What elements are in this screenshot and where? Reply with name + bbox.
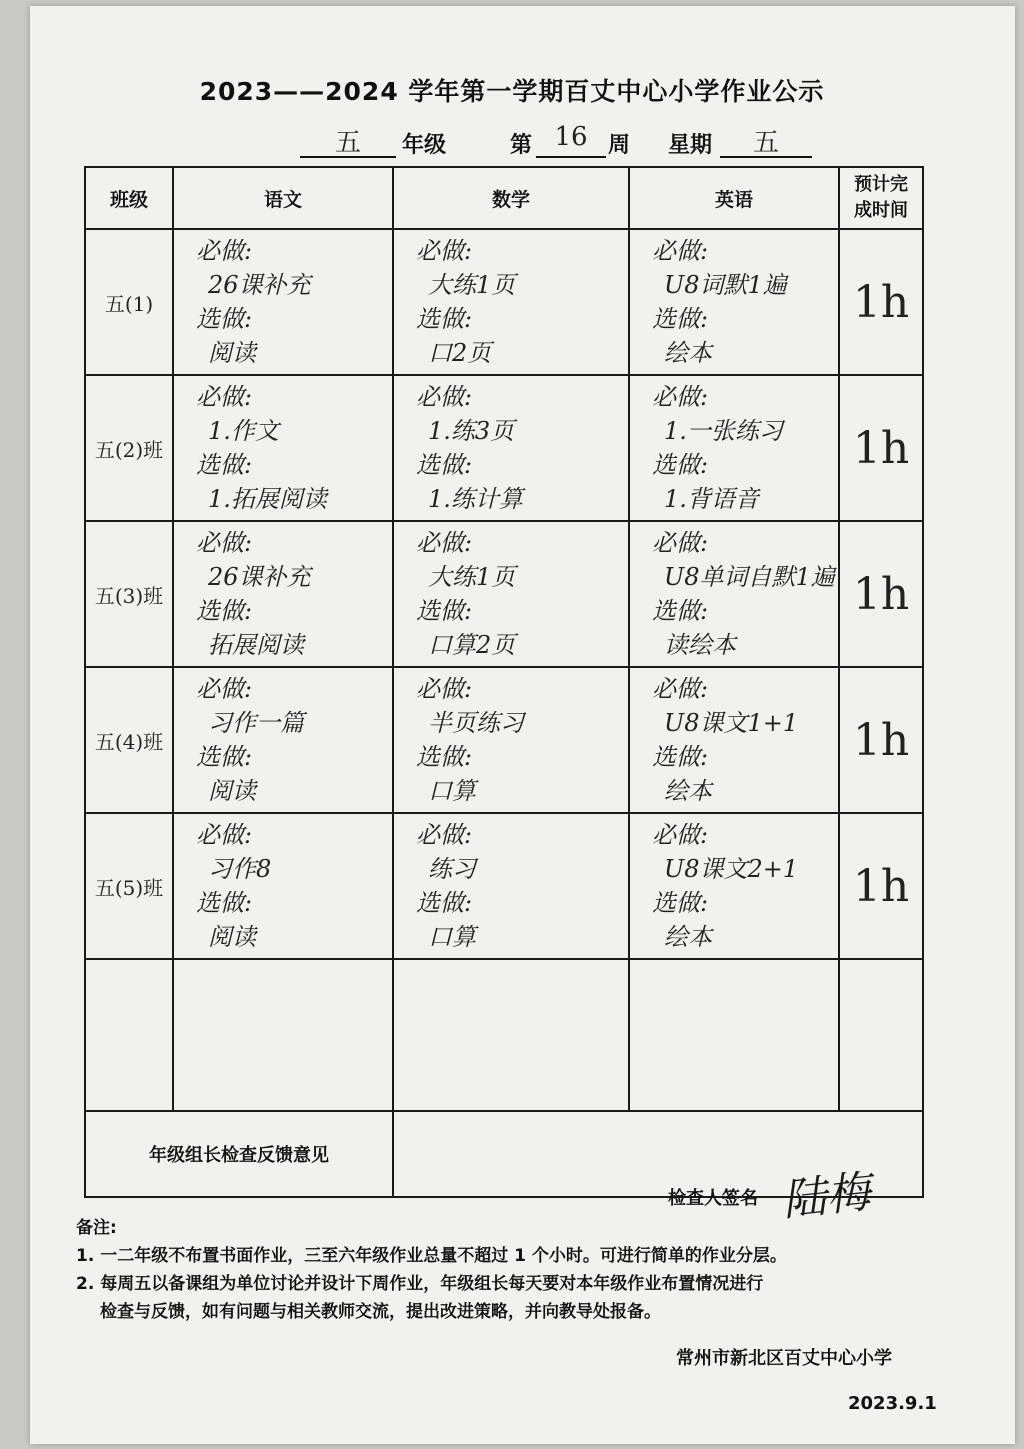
estimated-time: 1h <box>839 521 923 667</box>
math-cell <box>393 229 629 375</box>
school-name: 常州市新北区百丈中心小学 <box>676 1348 892 1369</box>
english-cell <box>629 667 839 813</box>
table-row <box>85 229 923 375</box>
optional-label: 选做: <box>652 597 709 625</box>
handwritten-entry <box>416 380 628 516</box>
note-2a: 2. 每周五以备课组为单位讨论并设计下周作业，年级组长每天要对本年级作业布置情况进行 <box>76 1274 764 1294</box>
english-cell <box>629 375 839 521</box>
class-name: 五(1) <box>85 229 173 375</box>
required-label: 必做: <box>416 529 473 557</box>
table-row <box>85 521 923 667</box>
handwritten-entry <box>196 672 392 808</box>
required-label: 必做: <box>652 383 709 411</box>
feedback-label: 年级组长检查反馈意见 <box>85 1111 393 1197</box>
grade-value: 五 <box>300 122 396 158</box>
handwritten-entry <box>196 234 392 370</box>
chinese-cell <box>173 229 393 375</box>
optional-task: 阅读 <box>208 777 256 805</box>
header-english: 英语 <box>629 167 839 229</box>
required-label: 必做: <box>196 529 253 557</box>
chinese-cell <box>173 521 393 667</box>
required-task: 练习 <box>428 855 476 883</box>
homework-table <box>84 166 924 1198</box>
required-task: U8课文2+1 <box>664 855 799 883</box>
required-task: 大练1页 <box>428 271 516 299</box>
optional-label: 选做: <box>196 597 253 625</box>
required-label: 必做: <box>652 821 709 849</box>
optional-task: 口2页 <box>428 339 492 367</box>
required-task: U8词默1遍 <box>664 271 787 299</box>
optional-task: 绘本 <box>664 923 712 951</box>
class-name: 五(3)班 <box>85 521 173 667</box>
handwritten-entry <box>416 526 628 662</box>
optional-label: 选做: <box>196 889 253 917</box>
handwritten-entry <box>652 818 838 954</box>
required-task: 26课补充 <box>208 563 311 591</box>
optional-label: 选做: <box>416 743 473 771</box>
header-time-line2: 成时间 <box>854 200 908 221</box>
optional-task: 1.拓展阅读 <box>208 485 327 513</box>
optional-label: 选做: <box>416 305 473 333</box>
optional-task: 读绘本 <box>664 631 736 659</box>
grade-label: 年级 <box>402 133 447 158</box>
optional-task: 1.背语音 <box>664 485 759 513</box>
required-label: 必做: <box>652 529 709 557</box>
week-prefix: 第 <box>510 133 533 158</box>
required-label: 必做: <box>652 237 709 265</box>
handwritten-entry <box>652 672 838 808</box>
required-task: U8课文1+1 <box>664 709 799 737</box>
handwritten-entry <box>196 818 392 954</box>
required-label: 必做: <box>196 237 253 265</box>
english-cell <box>629 521 839 667</box>
class-name: 五(4)班 <box>85 667 173 813</box>
empty-cell <box>839 959 923 1111</box>
optional-task: 口算2页 <box>428 631 516 659</box>
english-cell <box>629 813 839 959</box>
handwritten-entry <box>416 818 628 954</box>
class-name: 五(5)班 <box>85 813 173 959</box>
math-cell <box>393 667 629 813</box>
required-task: 半页练习 <box>428 709 524 737</box>
empty-cell <box>629 959 839 1111</box>
empty-row <box>85 959 923 1111</box>
math-cell <box>393 521 629 667</box>
required-label: 必做: <box>416 675 473 703</box>
required-label: 必做: <box>416 821 473 849</box>
math-cell <box>393 375 629 521</box>
handwritten-signature: 陆梅 <box>780 1166 873 1227</box>
weekday-value: 五 <box>720 122 812 158</box>
optional-label: 选做: <box>652 743 709 771</box>
optional-label: 选做: <box>416 451 473 479</box>
required-label: 必做: <box>652 675 709 703</box>
note-1: 1. 一二年级不布置书面作业，三至六年级作业总量不超过 1 个小时。可进行简单的作业分层。 <box>76 1246 787 1266</box>
optional-label: 选做: <box>416 597 473 625</box>
inspector-label: 检查人签名 <box>668 1188 758 1209</box>
optional-task: 拓展阅读 <box>208 631 304 659</box>
required-task: 1.练3页 <box>428 417 515 445</box>
table-row <box>85 813 923 959</box>
week-value: 16 <box>536 122 606 158</box>
required-task: 1.一张练习 <box>664 417 783 445</box>
issue-date: 2023.9.1 <box>848 1393 937 1414</box>
handwritten-entry <box>652 380 838 516</box>
table-row <box>85 667 923 813</box>
header-time <box>839 167 923 229</box>
optional-task: 1.练计算 <box>428 485 523 513</box>
optional-label: 选做: <box>652 889 709 917</box>
chinese-cell <box>173 375 393 521</box>
handwritten-entry <box>652 526 838 662</box>
english-cell <box>629 229 839 375</box>
required-task: 1.作文 <box>208 417 279 445</box>
required-label: 必做: <box>196 821 253 849</box>
chinese-cell <box>173 813 393 959</box>
estimated-time: 1h <box>839 813 923 959</box>
estimated-time: 1h <box>839 375 923 521</box>
empty-cell <box>393 959 629 1111</box>
empty-cell <box>173 959 393 1111</box>
handwritten-entry <box>196 526 392 662</box>
required-label: 必做: <box>416 237 473 265</box>
optional-task: 阅读 <box>208 339 256 367</box>
week-suffix: 周 <box>608 133 631 158</box>
note-2b: 检查与反馈，如有问题与相关教师交流，提出改进策略，并向教导处报备。 <box>100 1302 661 1322</box>
empty-cell <box>85 959 173 1111</box>
table-row <box>85 375 923 521</box>
optional-task: 绘本 <box>664 777 712 805</box>
weekday-label: 星期 <box>668 133 713 158</box>
header-time-line1: 预计完 <box>854 174 908 195</box>
required-label: 必做: <box>196 383 253 411</box>
optional-task: 阅读 <box>208 923 256 951</box>
optional-task: 口算 <box>428 923 476 951</box>
class-name: 五(2)班 <box>85 375 173 521</box>
required-label: 必做: <box>196 675 253 703</box>
required-task: 习作一篇 <box>208 709 304 737</box>
optional-label: 选做: <box>196 743 253 771</box>
header-class: 班级 <box>85 167 173 229</box>
required-task: 大练1页 <box>428 563 516 591</box>
required-task: U8单词自默1遍 <box>664 563 835 591</box>
chinese-cell <box>173 667 393 813</box>
handwritten-entry <box>416 234 628 370</box>
notes-heading: 备注: <box>76 1218 117 1238</box>
handwritten-entry <box>652 234 838 370</box>
notes-section <box>76 1214 936 1326</box>
required-label: 必做: <box>416 383 473 411</box>
estimated-time: 1h <box>839 229 923 375</box>
handwritten-entry <box>416 672 628 808</box>
required-task: 26课补充 <box>208 271 311 299</box>
optional-label: 选做: <box>196 451 253 479</box>
required-task: 习作8 <box>208 855 272 883</box>
optional-label: 选做: <box>652 451 709 479</box>
optional-label: 选做: <box>652 305 709 333</box>
handwritten-entry <box>196 380 392 516</box>
optional-label: 选做: <box>416 889 473 917</box>
math-cell <box>393 813 629 959</box>
optional-task: 口算 <box>428 777 476 805</box>
table-header-row <box>85 167 923 229</box>
header-math: 数学 <box>393 167 629 229</box>
optional-label: 选做: <box>196 305 253 333</box>
optional-task: 绘本 <box>664 339 712 367</box>
header-chinese: 语文 <box>173 167 393 229</box>
estimated-time: 1h <box>839 667 923 813</box>
page-title: 2023——2024 学年第一学期百丈中心小学作业公示 <box>199 77 825 106</box>
